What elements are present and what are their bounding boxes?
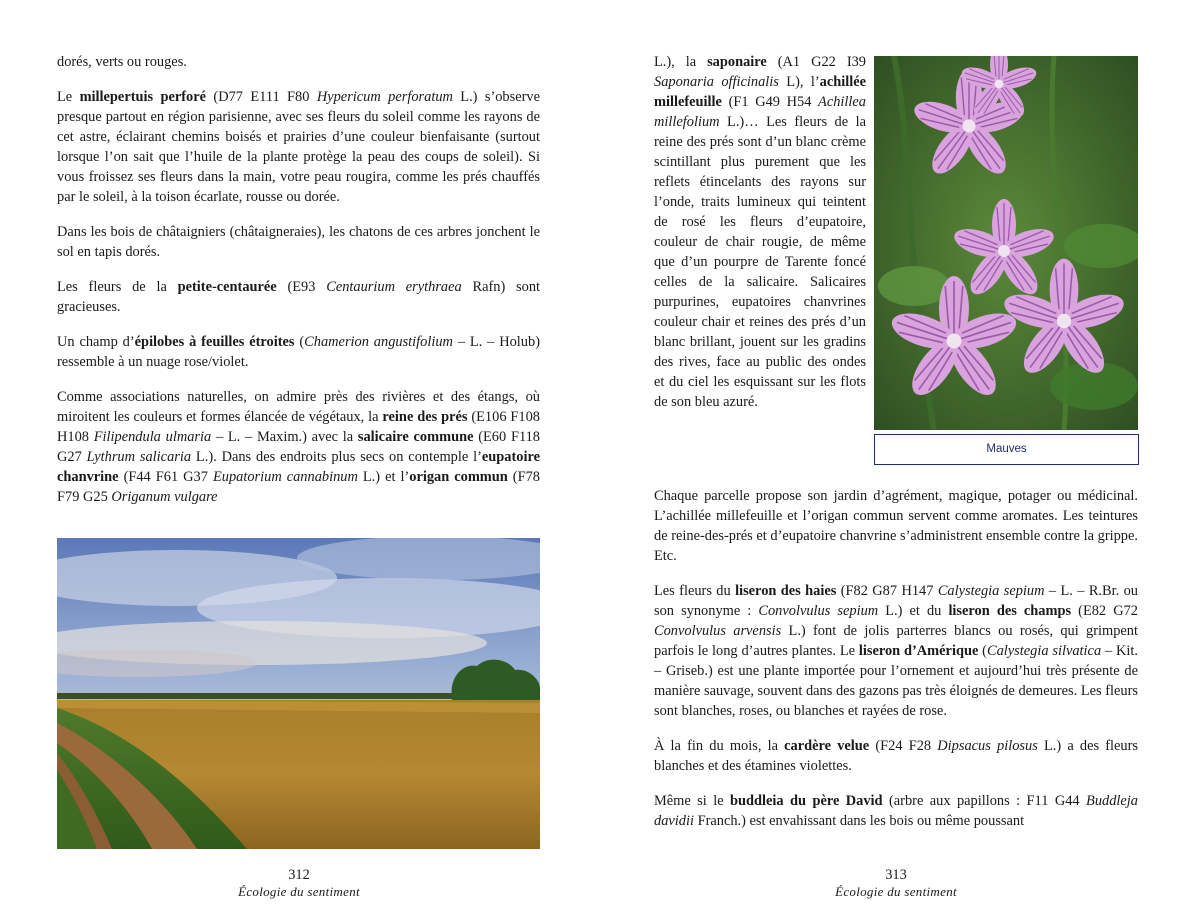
bold-term: eupatoire chanvrine xyxy=(57,449,540,485)
latin-name: Dipsacus pilosus xyxy=(937,738,1038,754)
paragraph xyxy=(57,87,540,207)
latin-name: Origanum vulgare xyxy=(111,489,218,505)
bold-term: cardère velue xyxy=(784,738,870,754)
text-run: (E106 F108 H108 xyxy=(57,409,540,445)
bold-term: épilobes à feuilles étroites xyxy=(134,334,295,350)
text-run: Chaque parcelle propose son jardin d’agrément, magique, potager ou médicinal. L’achillée millefeuille et l’origan commun servent comme aromates. Les teintures de reine-des-prés et d’eupatoire chanvrine s’administrent ensemble contre la grippe. Etc. xyxy=(654,488,1138,564)
paragraph xyxy=(654,791,1138,831)
text-run: Les fleurs de la xyxy=(57,279,178,295)
text-run: Rafn) sont gracieuses. xyxy=(57,279,541,315)
bold-term: achillée millefeuille xyxy=(654,74,866,110)
wheat-field-photo xyxy=(57,538,540,849)
text-run: – L. – Maxim.) avec la xyxy=(211,429,358,445)
text-run: Le xyxy=(57,89,80,105)
bold-term: liseron des haies xyxy=(735,583,837,599)
text-run: (D77 E111 F80 xyxy=(206,89,317,105)
latin-name: Chamerion angustifolium xyxy=(304,334,453,350)
page-number: 312 xyxy=(288,867,310,883)
text-run: Dans les bois de châtaigniers (châtaigneraies), les chatons de ces arbres jonchent le sol en tapis dorés. xyxy=(57,224,540,260)
bold-term: reine des prés xyxy=(382,409,468,425)
text-run: (F82 G87 H147 xyxy=(836,583,938,599)
text-run: Même si le xyxy=(654,793,731,809)
latin-name: Calystegia silvatica xyxy=(986,643,1102,659)
text-run: dorés, verts ou rouges. xyxy=(57,54,187,70)
text-run: (F1 G49 H54 xyxy=(721,94,819,110)
text-run: (F44 F61 G37 xyxy=(118,469,213,485)
right-page xyxy=(596,0,1192,906)
text-run: – L. – Holub) ressemble à un nuage rose/violet. xyxy=(57,334,540,370)
right-text-column xyxy=(654,486,1138,831)
latin-name: Calystegia sepium xyxy=(937,583,1045,599)
paragraph xyxy=(57,222,540,262)
bold-term: origan commun xyxy=(409,469,508,485)
text-run: L.) et l’ xyxy=(357,469,410,485)
bold-term: salicaire commune xyxy=(357,429,474,445)
bold-term: liseron des champs xyxy=(948,603,1072,619)
photo-caption: Mauves xyxy=(874,434,1139,465)
latin-name: Convolvulus sepium xyxy=(758,603,879,619)
text-run: À la fin du mois, la xyxy=(654,738,785,754)
text-run: L), l’ xyxy=(778,74,820,90)
paragraph xyxy=(57,387,540,507)
text-run: Un champ d’ xyxy=(57,334,135,350)
latin-name: Centaurium erythraea xyxy=(326,279,462,295)
text-run: L.) a des fleurs blanches et des étamines violettes. xyxy=(654,738,1139,774)
text-run: L.)… Les fleurs de la reine des prés sont d’un blanc crème scintillant plus purement que les reflets étincelants des rayons sur l’onde, traits lumineux qui teintent de rosé les fleurs d’eupatoire, couleur de chair rougie, de même que d’un pourpre de Tarente foncé celles de la salicaire. Salicaires purpurines, eupatoires chanvrines couleur chair et reines des prés d’un blanc brillant, jouent sur les gradins des rives, face au public des ondes et du ciel les esquissant sur les flots de son bleu azuré. xyxy=(654,114,866,410)
text-run: L.) et du xyxy=(878,603,949,619)
left-text-column xyxy=(57,52,540,507)
latin-name: Filipendula ulmaria xyxy=(93,429,212,445)
text-run: L.) font de jolis parterres blancs ou rosés, qui grimpent parfois le long d’autres plantes. Le xyxy=(654,623,1138,659)
paragraph xyxy=(57,52,540,72)
latin-name: Lythrum salicaria xyxy=(86,449,192,465)
bold-term: buddleia du père David xyxy=(730,793,883,809)
text-run: (A1 G22 I39 xyxy=(766,54,867,70)
text-run: – Kit. – Griseb.) est une plante importée pour l’ornement et aujourd’hui très présente de manière sauvage, souvent dans des gazons pas très éloignés de demeures. Les fleurs sont blanches, roses, ou blanches et rayées de rose. xyxy=(654,643,1138,719)
running-title: Écologie du sentiment xyxy=(835,884,957,899)
text-run: L.), la xyxy=(654,54,708,70)
text-run: – L. – R.Br. ou son synonyme : xyxy=(654,583,1138,619)
text-run: Les fleurs du xyxy=(654,583,736,599)
paragraph xyxy=(654,581,1138,721)
text-run: L.). Dans des endroits plus secs on contemple l’ xyxy=(191,449,482,465)
text-run: ( xyxy=(294,334,305,350)
text-run: ( xyxy=(978,643,987,659)
bold-term: petite-centaurée xyxy=(177,279,277,295)
text-run: (arbre aux papillons : F11 G44 xyxy=(882,793,1087,809)
latin-name: Buddleja davidii xyxy=(654,793,1138,829)
paragraph xyxy=(654,52,866,412)
text-run: (E93 xyxy=(276,279,327,295)
text-run: Comme associations naturelles, on admire près des rivières et des étangs, où miroitent les couleurs et formes élancée de végétaux, la xyxy=(57,389,540,425)
paragraph xyxy=(654,486,1138,566)
text-run: (E82 G72 xyxy=(1071,603,1138,619)
side-text-column xyxy=(654,52,866,412)
bold-term: liseron d’Amérique xyxy=(858,643,979,659)
paragraph xyxy=(57,277,540,317)
latin-name: Saponaria officinalis xyxy=(654,74,779,90)
text-run: Franch.) est envahissant dans les bois ou même poussant xyxy=(693,813,1025,829)
latin-name: Convolvulus arvensis xyxy=(654,623,782,639)
latin-name: Achillea millefolium xyxy=(654,94,866,130)
mallow-flowers-photo xyxy=(874,56,1138,430)
page-number: 313 xyxy=(885,867,907,883)
latin-name: Eupatorium cannabinum xyxy=(212,469,358,485)
text-run: L.) s’observe presque partout en région parisienne, avec ses fleurs du soleil comme les rayons de cet astre, éclairant chemins boisés et prairies d’une couleur bienfaisante (surtout lorsque l’on sait que l’huile de la plante protège la peau des coups de soleil). Si vous froissez ses fleurs dans la main, votre peau rougira, comme les prés chauffés par le soleil, à la toison écarlate, rousse ou dorée. xyxy=(57,89,540,205)
paragraph xyxy=(654,736,1138,776)
text-run: (E60 F118 G27 xyxy=(57,429,540,465)
text-run: (F78 F79 G25 xyxy=(57,469,540,505)
running-title: Écologie du sentiment xyxy=(238,884,360,899)
paragraph xyxy=(57,332,540,372)
text-run: (F24 F28 xyxy=(869,738,938,754)
bold-term: millepertuis perforé xyxy=(79,89,207,105)
bold-term: saponaire xyxy=(707,54,767,70)
latin-name: Hypericum perforatum xyxy=(316,89,453,105)
